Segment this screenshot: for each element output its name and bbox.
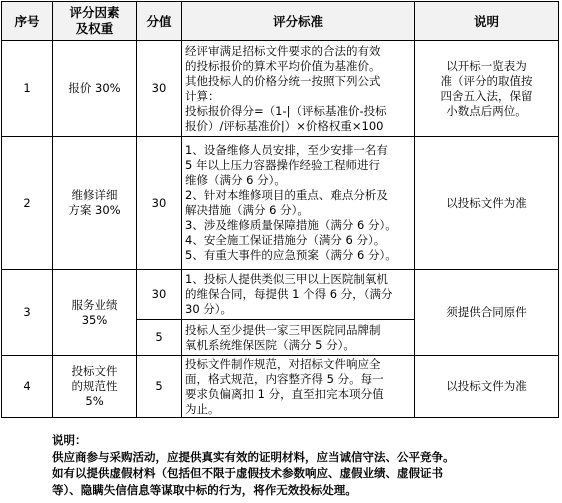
factor-line: 5% <box>85 394 104 408</box>
remark-line: 以投标文件为准 <box>446 379 527 393</box>
criteria-line: 要求负偏离扣 1 分，直至扣完本项分值 <box>185 386 384 401</box>
criteria-line: 为止。 <box>185 401 220 416</box>
row-seq: 3 <box>2 270 53 356</box>
criteria-line: 投标文件制作规范，对招标文件响应全 <box>185 356 381 371</box>
scoring-table <box>1 1 559 418</box>
header-seq: 序号 <box>2 2 53 41</box>
row-score: 5 <box>137 356 182 418</box>
criteria-line: 投标人至少提供一家三甲医院同品牌制 <box>185 322 381 337</box>
criteria-line: 其他投标人的价格分统一按照下列公式 <box>185 73 381 88</box>
header-score: 分值 <box>137 2 182 41</box>
criteria-line: 3、涉及维修质量保障措施（满分 6 分）。 <box>185 218 397 232</box>
notes-line: 供应商参与采购活动，应提供真实有效的证明材料，应当诚信守法、公平竞争。 <box>52 449 455 464</box>
row-remark <box>415 270 559 356</box>
factor-line: 投标文件 <box>71 364 118 378</box>
row-seq: 4 <box>2 356 53 418</box>
header-factor-line1: 评分因素 <box>69 5 120 20</box>
row-remark <box>415 41 559 137</box>
criteria-line: 5 年以上压力容器操作经验工程师进行 <box>185 158 380 172</box>
row-score: 5 <box>137 320 182 356</box>
notes-line: 等）、隐瞒失信信息等谋取中标的行为，将作无效投标处理。 <box>52 482 357 497</box>
row-criteria <box>182 270 415 320</box>
criteria-line: 的投标报价的算术平均价值为基准价。 <box>185 58 381 73</box>
remark-line: 四舍五入法，保留 <box>440 88 533 103</box>
row-remark <box>415 356 559 418</box>
notes-block <box>52 432 557 498</box>
row-criteria <box>182 356 415 418</box>
header-factor <box>53 2 137 41</box>
row-factor <box>53 270 137 356</box>
criteria-line: 氧机系统维保医院（满分 5 分）。 <box>185 337 355 352</box>
header-criteria: 评分标准 <box>182 2 415 41</box>
criteria-line: 解决措施（满分 6 分）。 <box>185 203 309 217</box>
header-row <box>2 2 559 41</box>
row-factor <box>53 356 137 418</box>
row-score: 30 <box>137 270 182 320</box>
criteria-line: 30 分）。 <box>185 302 233 316</box>
header-remark: 说明 <box>415 2 559 41</box>
factor-line: 方案 30% <box>68 203 121 217</box>
factor-line: 的规范性 <box>71 379 118 393</box>
row-criteria <box>182 137 415 270</box>
row-criteria <box>182 41 415 137</box>
remark-line: 准（评分的取值按 <box>440 73 533 88</box>
notes-line: 如有以提供虚假材料（包括但不限于虚假技术参数响应、虚假业绩、虚假证书 <box>52 466 443 480</box>
criteria-line: 1、投标人提供类似三甲以上医院制氧机 <box>185 272 388 286</box>
criteria-line: 计算： <box>185 88 220 103</box>
factor-line: 服务业绩 <box>71 297 118 312</box>
remark-line: 须提供合同原件 <box>446 305 527 319</box>
remark-line: 小数点后两位。 <box>446 103 527 118</box>
factor-line: 报价 30% <box>68 81 121 95</box>
table-row <box>2 356 559 418</box>
row-seq: 2 <box>2 137 53 270</box>
criteria-line: 2、针对本维修项目的重点、难点分析及 <box>185 188 388 202</box>
factor-line: 维修详细 <box>71 188 118 202</box>
criteria-line: 投标报价得分=（1-|（评标基准价-投标 <box>185 103 387 118</box>
table-row <box>2 270 559 320</box>
row-remark <box>415 137 559 270</box>
criteria-line: 1、设备维修人员安排，至少安排一名有 <box>185 143 388 157</box>
criteria-line: 维修（满分 6 分）。 <box>185 173 286 187</box>
criteria-line: 4、安全施工保证措施分（满分 6 分）。 <box>185 233 386 247</box>
remark-line: 以开标一览表为 <box>446 58 527 73</box>
table-row <box>2 41 559 137</box>
row-factor <box>53 41 137 137</box>
factor-line: 35% <box>81 312 108 327</box>
criteria-line: 报价）/评标基准价|）×价格权重×100 <box>185 118 384 133</box>
row-score: 30 <box>137 137 182 270</box>
remark-line: 以投标文件为准 <box>446 195 527 210</box>
notes-title: 说明： <box>52 433 87 447</box>
table-row <box>2 137 559 270</box>
table-body <box>2 41 559 418</box>
row-factor <box>53 137 137 270</box>
row-seq: 1 <box>2 41 53 137</box>
criteria-line: 面，格式规范，内容整齐得 5 分。每一 <box>185 371 384 386</box>
criteria-line: 的维保合同，每提供 1 个得 6 分，（满分 <box>185 287 393 301</box>
criteria-line: 5、有重大事件的应急预案（满分 6 分）。 <box>185 248 397 262</box>
row-criteria <box>182 320 415 356</box>
header-factor-line2: 及权重 <box>75 21 114 36</box>
criteria-line: 经评审满足招标文件要求的合法的有效 <box>185 43 381 58</box>
row-score: 30 <box>137 41 182 137</box>
